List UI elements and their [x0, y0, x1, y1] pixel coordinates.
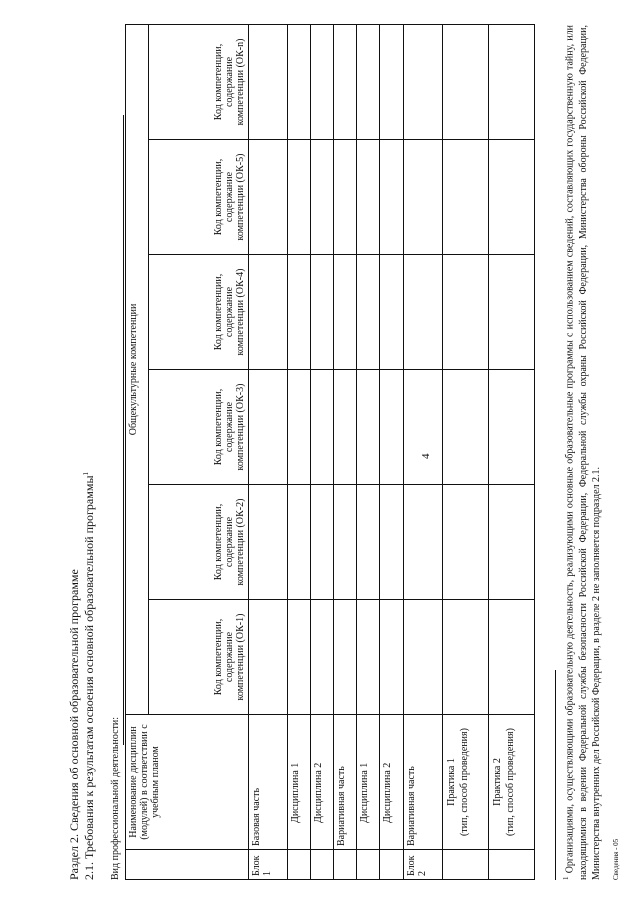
- table-row: [442, 24, 488, 879]
- competency-cell[interactable]: [403, 24, 442, 139]
- discipline-cell: [442, 715, 488, 850]
- competency-cell[interactable]: [442, 485, 488, 600]
- competency-header-ok3: Код компетенции, содержание компетенции (ОК-3): [149, 370, 249, 485]
- block-header-cell: [126, 850, 249, 880]
- competency-header-ok2: Код компетенции, содержание компетенции (ОК-2): [149, 485, 249, 600]
- general-competencies-header: Общекультурные компетенции: [126, 24, 149, 714]
- competency-cell[interactable]: [442, 255, 488, 370]
- competency-cell[interactable]: [357, 485, 380, 600]
- competency-cell[interactable]: [357, 255, 380, 370]
- table-row: [380, 24, 403, 879]
- competency-cell[interactable]: [442, 140, 488, 255]
- competency-cell[interactable]: [288, 485, 311, 600]
- competency-cell[interactable]: [288, 370, 311, 485]
- footnote-text: Организациями, осуществляющими образовательную деятельность, реализующими основные образовательные программы с использованием сведений, составляющих государственную тайну, или находящимися в ведении Федеральной службы безопасности Российской Федерации, Федеральной службы охраны Российской Федерации, Министерства обороны Российской Федерации, Министерства внутренних дел Российской Федерации, в разделе 2 не заполняется подраздел 2.1.: [564, 24, 603, 880]
- block-cell: [311, 850, 334, 880]
- competency-cell[interactable]: [488, 140, 534, 255]
- discipline-cell: Дисциплина 2: [311, 715, 334, 850]
- block-cell: [488, 850, 534, 880]
- competency-cell[interactable]: [249, 485, 288, 600]
- competency-cell[interactable]: [311, 485, 334, 600]
- competency-cell[interactable]: [334, 600, 357, 715]
- competency-cell[interactable]: [334, 24, 357, 139]
- competency-cell[interactable]: [357, 24, 380, 139]
- table-row: [311, 24, 334, 879]
- profession-fill-line: [123, 115, 124, 745]
- footnote-rule: [555, 670, 556, 880]
- footnote: [562, 25, 604, 880]
- discipline-cell: Дисциплина 1: [357, 715, 380, 850]
- subsection-title-text: 2.1. Требования к результатам освоения основной образовательной программы: [82, 475, 96, 880]
- competency-cell[interactable]: [311, 255, 334, 370]
- competency-cell[interactable]: [357, 600, 380, 715]
- discipline-cell: Вариативная часть: [334, 715, 357, 850]
- competency-cell[interactable]: [488, 600, 534, 715]
- competency-cell[interactable]: [380, 600, 403, 715]
- table-row: [488, 24, 534, 879]
- competency-cell[interactable]: [288, 600, 311, 715]
- discipline-cell: Базовая часть: [249, 715, 288, 850]
- competency-cell[interactable]: [380, 24, 403, 139]
- competency-cell[interactable]: [357, 140, 380, 255]
- competency-cell[interactable]: [311, 370, 334, 485]
- competency-cell[interactable]: [334, 140, 357, 255]
- competency-cell[interactable]: [403, 140, 442, 255]
- practice-type: (тип, способ проведения): [459, 728, 471, 836]
- rotated-page: [50, 20, 630, 880]
- page-number: 4: [420, 453, 432, 459]
- competency-cell[interactable]: [403, 370, 442, 485]
- block-cell: [334, 850, 357, 880]
- practice-name: Практика 1: [445, 758, 457, 806]
- practice-type: (тип, способ проведения): [505, 728, 517, 836]
- profession-label: Вид профессиональной деятельности:: [110, 716, 121, 880]
- competency-cell[interactable]: [334, 370, 357, 485]
- competency-cell[interactable]: [288, 140, 311, 255]
- block-cell: [288, 850, 311, 880]
- subsection-footnote-mark: 1: [82, 471, 90, 476]
- table-row: [357, 24, 380, 879]
- footnote-mark: 1: [562, 876, 570, 880]
- competency-cell[interactable]: [403, 485, 442, 600]
- competency-cell[interactable]: [249, 140, 288, 255]
- competency-cell[interactable]: [442, 24, 488, 139]
- competency-cell[interactable]: [357, 370, 380, 485]
- competency-cell[interactable]: [380, 485, 403, 600]
- competency-cell[interactable]: [249, 370, 288, 485]
- competency-cell[interactable]: [249, 255, 288, 370]
- competency-cell[interactable]: [488, 255, 534, 370]
- competency-cell[interactable]: [488, 370, 534, 485]
- block-cell: [442, 850, 488, 880]
- competency-cell[interactable]: [311, 600, 334, 715]
- competency-cell[interactable]: [249, 600, 288, 715]
- competency-cell[interactable]: [380, 255, 403, 370]
- section-title: Раздел 2. Сведения об основной образовательной программе: [67, 569, 81, 880]
- competency-cell[interactable]: [442, 600, 488, 715]
- competency-table: [125, 24, 535, 880]
- block-cell: Блок 2: [403, 850, 442, 880]
- competency-cell[interactable]: [311, 140, 334, 255]
- competency-cell[interactable]: [403, 255, 442, 370]
- competency-cell[interactable]: [288, 255, 311, 370]
- competency-header-okn: Код компетенции, содержание компетенции (ОК-n): [149, 24, 249, 139]
- competency-cell[interactable]: [488, 24, 534, 139]
- block-cell: [357, 850, 380, 880]
- competency-cell[interactable]: [334, 485, 357, 600]
- competency-cell[interactable]: [249, 24, 288, 139]
- competency-cell[interactable]: [311, 24, 334, 139]
- practice-name: Практика 2: [491, 758, 503, 806]
- competency-cell[interactable]: [380, 140, 403, 255]
- competency-header-ok4: Код компетенции, содержание компетенции (ОК-4): [149, 255, 249, 370]
- discipline-cell: Дисциплина 1: [288, 715, 311, 850]
- competency-cell[interactable]: [334, 255, 357, 370]
- block-cell: Блок 1: [249, 850, 288, 880]
- form-identifier: Сведения - 05: [612, 838, 620, 880]
- subsection-title: [82, 472, 97, 880]
- discipline-cell: Дисциплина 2: [380, 715, 403, 850]
- competency-header-ok1: Код компетенции, содержание компетенции (ОК-1): [149, 600, 249, 715]
- block-cell: [380, 850, 403, 880]
- competency-cell[interactable]: [442, 370, 488, 485]
- discipline-name-header: Наименование дисциплин (модулей) в соответствии с учебным планом: [126, 715, 249, 850]
- table-header-row-1: [126, 24, 149, 879]
- table-row: [403, 24, 442, 879]
- competency-cell[interactable]: [403, 600, 442, 715]
- discipline-cell: [488, 715, 534, 850]
- table-row: [288, 24, 311, 879]
- competency-cell[interactable]: [288, 24, 311, 139]
- table-row: [334, 24, 357, 879]
- discipline-cell: Вариативная часть: [403, 715, 442, 850]
- table-row: [249, 24, 288, 879]
- competency-cell[interactable]: [380, 370, 403, 485]
- competency-header-ok5: Код компетенции, содержание компетенции (ОК-5): [149, 140, 249, 255]
- competency-cell[interactable]: [488, 485, 534, 600]
